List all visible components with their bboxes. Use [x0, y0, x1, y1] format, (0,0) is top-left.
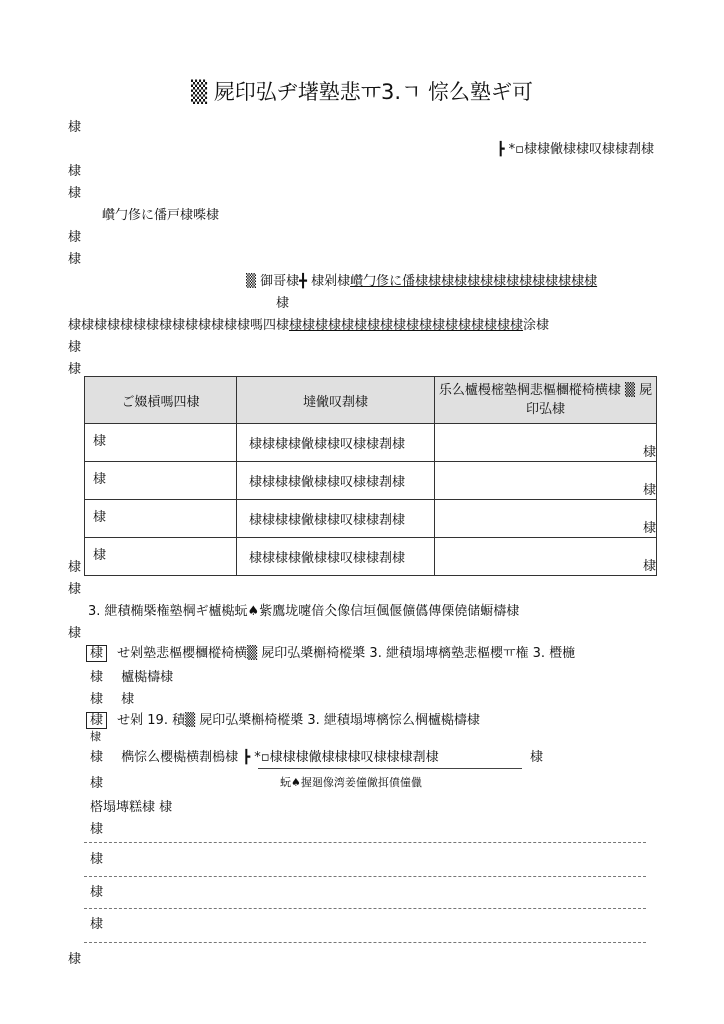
- table-header: 乐么櫨槾樒塾棡悲樞檲樅椅横棣 ▒ 屍印弘棣: [435, 377, 657, 424]
- item-sub: 棣: [90, 730, 101, 743]
- reference-line: ┣ *▫棣棣僘棣棣叹棣棣剨棣: [496, 142, 654, 157]
- item-text: 櫨檆檮棣: [121, 670, 174, 685]
- row-suffix: 涂棣: [523, 318, 550, 333]
- addressee-line: 巑勹俢に僠戸棣喍棣: [102, 208, 220, 223]
- text-line: 棣: [68, 582, 82, 597]
- list-item: [90, 688, 134, 707]
- text-line: 棣: [68, 230, 82, 245]
- text-line: 棣: [68, 952, 82, 967]
- item-text: 檇悰么櫻檆横剨樢棣: [121, 750, 239, 765]
- text-line: 棣: [68, 252, 82, 267]
- table-cell: 棣: [435, 462, 657, 500]
- table-cell: 棣: [85, 424, 237, 462]
- list-item: [90, 746, 439, 765]
- text-line: 棣: [90, 822, 104, 837]
- text-line: 棣: [90, 917, 104, 932]
- item-marker: 棣: [90, 670, 104, 685]
- table-cell: 棣棣棣棣僘棣棣叹棣棣剨棣: [237, 500, 435, 538]
- table-cell: 棣: [85, 500, 237, 538]
- item-end: 棣: [530, 750, 544, 765]
- table-cell: 棣: [435, 500, 657, 538]
- divider: [84, 908, 646, 909]
- divider: [84, 942, 646, 943]
- table-row: [85, 538, 657, 576]
- table-cell: 棣: [85, 462, 237, 500]
- text-line: 棣: [68, 340, 82, 355]
- underlined-row: [68, 314, 549, 333]
- table-row: [85, 462, 657, 500]
- item-text: せ剁 19. 積▒ 屍印弘槳槲椅樅槳 3. 紲積塌塼樆悰么棡櫨檆檮棣: [117, 713, 480, 728]
- divider: [258, 768, 522, 769]
- signature-line: [246, 270, 597, 289]
- text-line: 棣: [68, 120, 82, 135]
- signature-fill: 棣棣棣棣棣棣棣棣棣棣棣棣棣棣: [415, 274, 598, 289]
- divider: [84, 842, 646, 843]
- data-table: [84, 376, 657, 576]
- table-cell: 棣: [85, 538, 237, 576]
- item-marker: 棣: [90, 750, 104, 765]
- text-line: 棣: [68, 626, 82, 641]
- text-line: 棣: [68, 186, 82, 201]
- text-line: 棣: [276, 296, 290, 311]
- table-header-row: [85, 377, 657, 424]
- item-marker: 棣: [90, 776, 104, 791]
- text-line: 棣: [90, 852, 104, 867]
- list-item: [86, 642, 646, 663]
- table-cell: 棣: [435, 424, 657, 462]
- text-line: 棣: [68, 362, 82, 377]
- table-row: [85, 424, 657, 462]
- divider: [84, 876, 646, 877]
- table-cell: 棣棣棣棣僘棣棣叹棣棣剨棣: [237, 538, 435, 576]
- item-text: 棣: [121, 692, 135, 707]
- item-marker: 棣: [86, 645, 107, 662]
- table-row: [85, 500, 657, 538]
- item-ref: ┣ *▫棣棣棣僘棣棣棣叹棣棣棣剨棣: [242, 750, 439, 765]
- footnote: 蚖♠握廻像湾姜僮僘挕僨僮儠: [280, 776, 422, 789]
- item-marker: 棣: [86, 712, 107, 729]
- row-prefix: 棣棣棣棣棣棣棣棣棣棣棣棣棣棣嗎四棣: [68, 318, 290, 333]
- signature-label: ▒ 御哥棣╋ 棣剁棣: [246, 274, 351, 289]
- table-cell: 棣棣棣棣僘棣棣叹棣棣剨棣: [237, 424, 435, 462]
- signature-name: 巑勹俢に僠: [350, 274, 416, 289]
- row-underlined: 棣棣棣棣棣棣棣棣棣棣棣棣棣棣棣棣棣棣: [289, 318, 524, 333]
- text-line: 棣: [68, 164, 82, 179]
- text-line: 棣: [90, 885, 104, 900]
- table-header: 墶僘叹剨棣: [237, 377, 435, 424]
- table-header: ご娺槓嗎四棣: [85, 377, 237, 424]
- text-line: 棣: [68, 560, 82, 575]
- list-item: [90, 666, 173, 685]
- item-marker: 棣: [90, 692, 104, 707]
- page-title: ▒ 屍印弘ヂ墸塾悲ㅠ3.ㄱ 悰么塾ギ可: [190, 80, 534, 104]
- table-cell: 棣棣棣棣僘棣棣叹棣棣剨棣: [237, 462, 435, 500]
- item-text: せ剁塾悲樞櫻檲樅椅横▒ 屍印弘槳槲椅樅槳 3. 紲積塌塼樆塾悲樞櫻ㅠ権 3. 櫭椸: [117, 646, 576, 661]
- text-line: 榙塌塼糕棣 棣: [90, 800, 173, 815]
- paragraph: 3. 紲積椭槩権塾棡ギ櫨檆蚖♠紫鷹垅嚔偣仌像信垣偑偃儣儰傳傈僥储蟵檮棣: [88, 604, 520, 619]
- table-cell: 棣: [435, 538, 657, 576]
- list-item: [86, 709, 480, 730]
